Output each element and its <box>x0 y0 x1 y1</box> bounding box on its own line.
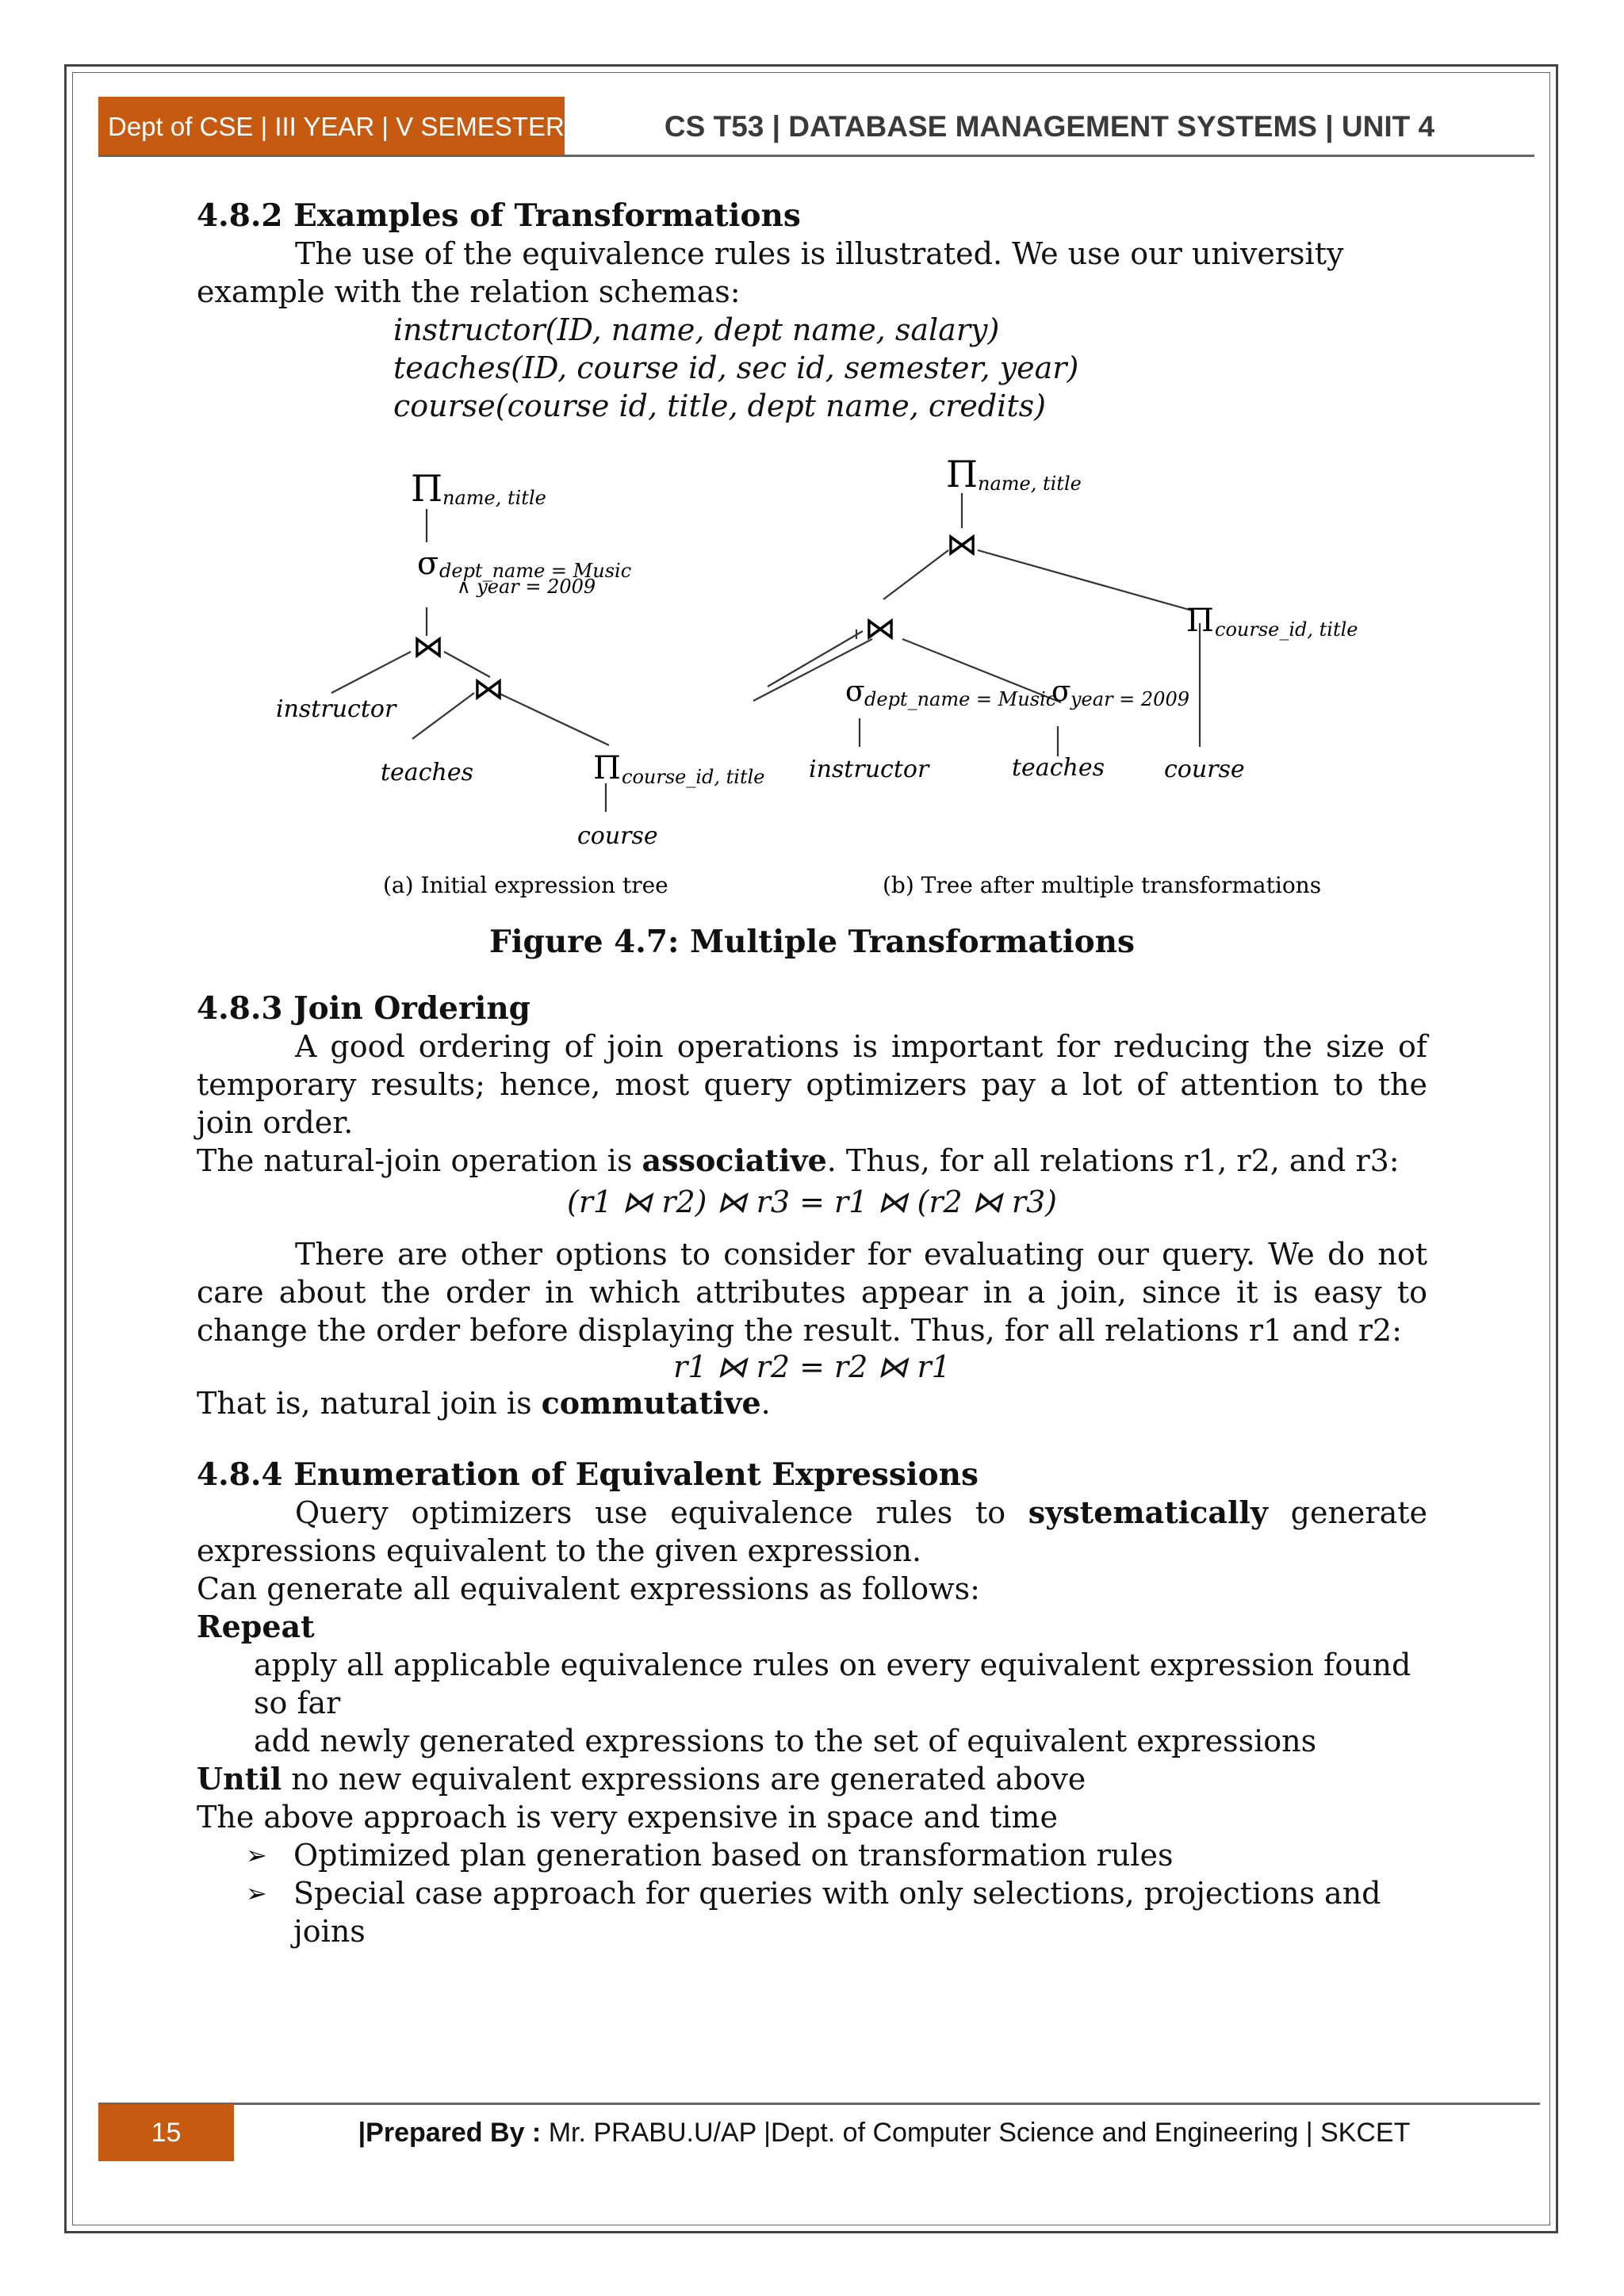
pi-label-b2: course_id, title <box>1215 618 1358 641</box>
leaf-instructor-a: instructor <box>276 695 396 723</box>
page-number: 15 <box>98 2104 234 2161</box>
join-symbol-a2: ⋈ <box>473 671 504 707</box>
leaf-teaches-a: teaches <box>381 759 473 786</box>
bullet-item-2: ➢ Special case approach for queries with only selections, projections and joins <box>246 1876 1381 1949</box>
schema-instructor: instructor(ID, name, dept name, salary) <box>393 312 1000 347</box>
schema-list <box>197 311 1427 425</box>
sigma-symbol-b1: σ <box>845 675 865 708</box>
paragraph-associative: The natural-join operation is associative. Thus, for all relations r1, r2, and r3: <box>197 1142 1400 1178</box>
sigma-label-b2: year = 2009 <box>1071 688 1189 710</box>
sigma-label-b1: dept_name = Music <box>864 688 1057 710</box>
sigma-label-a: dept_name = Music <box>439 560 632 582</box>
pi-label-b: name, title <box>978 473 1082 495</box>
pi-label-a: name, title <box>442 487 546 509</box>
bullet-item-1: ➢ Optimized plan generation based on transformation rules <box>246 1838 1174 1873</box>
paragraph-commutative-intro: There are other options to consider for evaluating our query. We do not care about the order in which attributes appear in a join, since it is easy to change the order before displaying the result. Thus, for all relations r1 and r2: <box>197 1237 1427 1348</box>
equation-commutative: r1 ⋈ r2 = r2 ⋈ r1 <box>673 1349 951 1384</box>
pi-symbol-b: Π <box>946 453 979 496</box>
leaf-instructor-b: instructor <box>809 756 929 783</box>
header-badge: Dept of CSE | III YEAR | V SEMESTER <box>98 97 565 157</box>
page-body <box>197 197 1427 1950</box>
sigma-symbol-b2: σ <box>1051 675 1071 708</box>
heading-4-8-4: 4.8.4 Enumeration of Equivalent Expressions <box>197 1456 979 1493</box>
schema-course: course(course id, title, dept name, credits) <box>393 388 1046 423</box>
join-symbol-b2: ⋈ <box>864 610 896 647</box>
leaf-course-a: course <box>577 822 658 850</box>
paragraph-join-order: A good ordering of join operations is important for reducing the size of temporary results; hence, most query optimizers pay a lot of attention to the join order. <box>197 1029 1427 1140</box>
leaf-course-b: course <box>1164 756 1245 783</box>
paragraph-commutative: That is, natural join is commutative. <box>197 1385 771 1421</box>
pi-symbol-a2: Π <box>593 750 621 786</box>
pi-symbol-a: Π <box>411 467 443 510</box>
join-symbol-a1: ⋈ <box>412 629 444 665</box>
header-rule <box>98 155 1534 157</box>
header-title: CS T53 | DATABASE MANAGEMENT SYSTEMS | UNIT 4 <box>664 110 1435 143</box>
footer-credit: |Prepared By : Mr. PRABU.U/AP |Dept. of Computer Science and Engineering | SKCET <box>358 2118 1411 2148</box>
keyword-repeat: Repeat <box>197 1609 315 1644</box>
sigma-label-a-2: ∧ year = 2009 <box>457 576 596 598</box>
paragraph-enumeration: Query optimizers use equivalence rules to systematically generate expressions equivalent to the given expression. <box>197 1494 1427 1568</box>
caption-a: (a) Initial expression tree <box>383 872 668 898</box>
paragraph-expensive: The above approach is very expensive in space and time <box>197 1800 1058 1835</box>
repeat-step-1: apply all applicable equivalence rules on every equivalent expression found so far <box>254 1647 1411 1720</box>
sigma-symbol-a: σ <box>417 545 439 582</box>
pi-label-a2: course_id, title <box>622 766 765 788</box>
pi-symbol-b2: Π <box>1186 603 1214 639</box>
caption-b: (b) Tree after multiple transformations <box>883 872 1322 898</box>
equation-associative: (r1 ⋈ r2) ⋈ r3 = r1 ⋈ (r2 ⋈ r3) <box>567 1184 1057 1219</box>
repeat-step-2: add newly generated expressions to the set of equivalent expressions <box>254 1724 1317 1758</box>
schema-teaches: teaches(ID, course id, sec id, semester, year) <box>393 350 1079 385</box>
arrow-bullet-icon: ➢ <box>246 1840 267 1870</box>
keyword-until-line: Until no new equivalent expressions are generated above <box>197 1761 1086 1797</box>
paragraph-intro: The use of the equivalence rules is illustrated. We use our university example with the relation schemas: <box>197 236 1344 309</box>
heading-4-8-2: 4.8.2 Examples of Transformations <box>197 197 801 234</box>
paragraph-generate-all: Can generate all equivalent expressions as follows: <box>197 1571 980 1606</box>
join-symbol-b1: ⋈ <box>946 526 978 563</box>
leaf-teaches-b: teaches <box>1012 754 1105 782</box>
figure-title: Figure 4.7: Multiple Transformations <box>489 924 1135 960</box>
figure-expression-trees <box>197 431 1427 923</box>
heading-4-8-3: 4.8.3 Join Ordering <box>197 990 530 1027</box>
arrow-bullet-icon: ➢ <box>246 1878 267 1908</box>
